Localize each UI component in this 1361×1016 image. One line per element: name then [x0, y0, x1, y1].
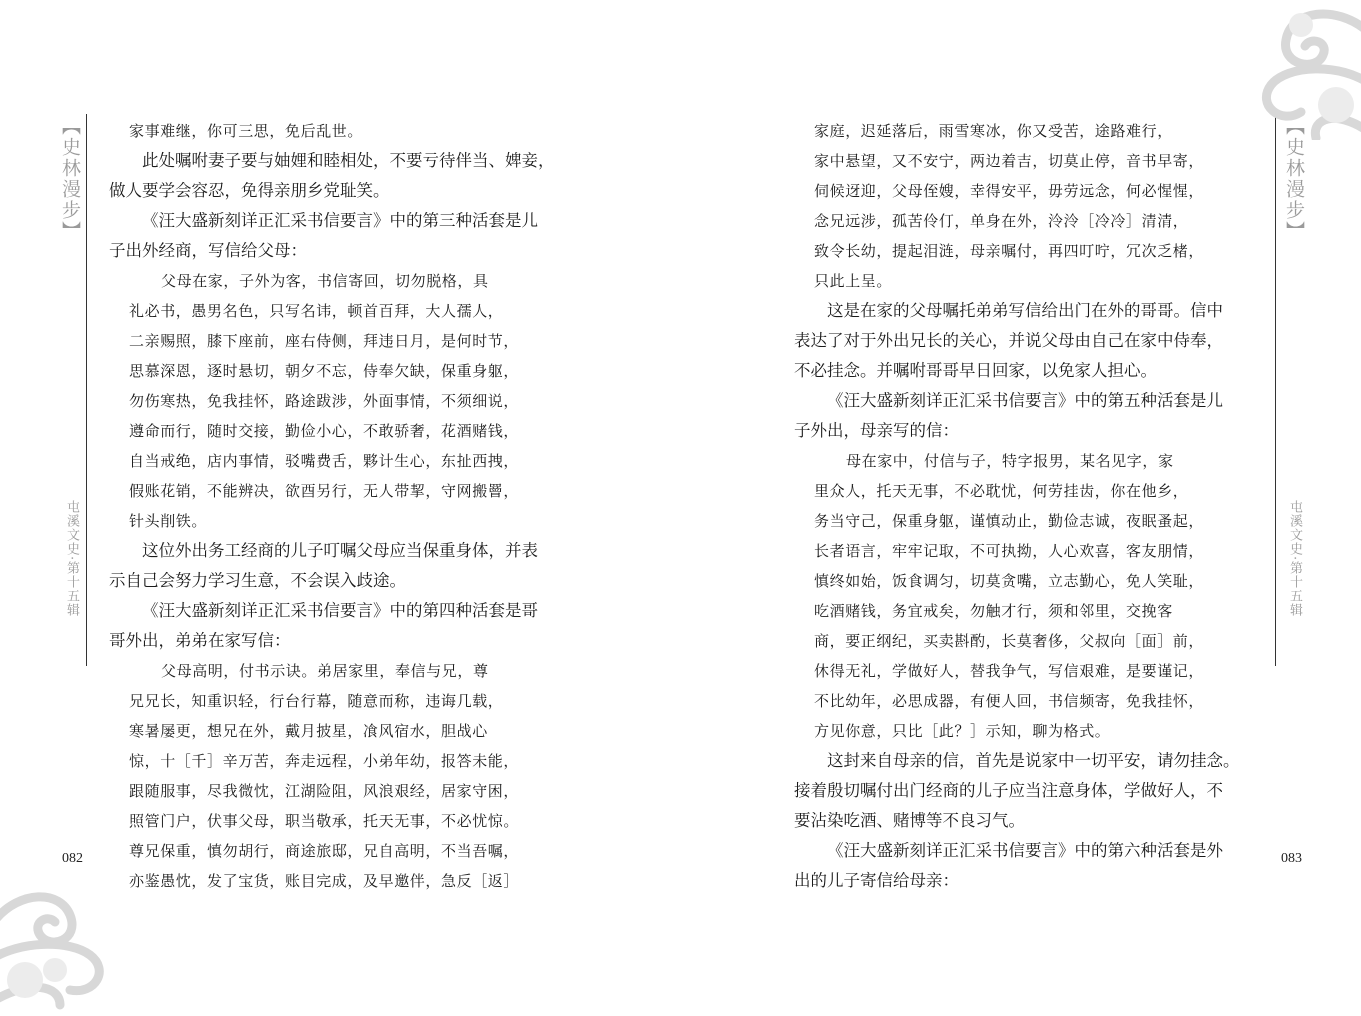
- letter-line: 务当守己，保重身躯，谨慎动止，勤俭志诚，夜眠蚤起，: [814, 512, 1205, 530]
- body-line: 子出外经商，写信给父母：: [109, 241, 307, 260]
- body-line: 《汪大盛新刻详正汇采书信要言》中的第五种活套是儿: [827, 391, 1223, 410]
- body-line: 《汪大盛新刻详正汇采书信要言》中的第六种活套是外: [827, 841, 1223, 860]
- letter-line: 假账花销，不能辨决，欲酉另行，无人带挈，守网搬罾，: [129, 482, 520, 500]
- cloud-ornament-right: [1241, 0, 1361, 140]
- letter-line: 长者语言，牢牢记取，不可执拗，人心欢喜，客友朋情，: [814, 542, 1205, 560]
- letter-line: 思慕深恩，逐时悬切，朝夕不忘，侍奉欠缺，保重身躯，: [129, 362, 520, 380]
- letter-line: 亦鉴愚忱，发了宝货，账目完成，及早邀伴，急反［返］: [129, 872, 520, 890]
- letter-line: 二亲赐照，膝下座前，座右侍侧，拜违日月，是何时节，: [129, 332, 520, 350]
- right-page: [680, 0, 1361, 1016]
- body-line: 示自己会努力学习生意，不会误入歧途。: [109, 571, 406, 590]
- series-title-left: 屯溪文史·第十五辑: [64, 500, 79, 618]
- body-line: 这位外出务工经商的儿子叮嘱父母应当保重身体，并表: [142, 541, 538, 560]
- body-line: 出的儿子寄信给母亲：: [794, 871, 959, 890]
- body-line: 接着殷切嘱付出门经商的儿子应当注意身体，学做好人，不: [794, 781, 1223, 800]
- letter-line: 父母在家，子外为客，书信寄回，切勿脱格，具: [161, 272, 489, 290]
- letter-line: 父母高明，付书示诀。弟居家里，奉信与兄，尊: [161, 662, 489, 680]
- letter-line: 尊兄保重，慎勿胡行，商途旅邸，兄自高明，不当吾嘱，: [129, 842, 520, 860]
- body-line: 子外出，母亲写的信：: [794, 421, 959, 440]
- letter-line: 休得无礼，学做好人，替我争气，写信艰难，是要谨记，: [814, 662, 1205, 680]
- column-title-right: 【史林漫步】: [1283, 116, 1305, 242]
- letter-line: 里众人，托天无事，不必耽忧，何劳挂齿，你在他乡，: [814, 482, 1189, 500]
- left-page-text: [109, 116, 555, 896]
- letter-line: 只此上呈。: [814, 272, 893, 290]
- body-line: 表达了对于外出兄长的关心，并说父母由自己在家中侍奉，: [794, 331, 1223, 350]
- letter-line: 吃酒赌钱，务宜戒矣，勿触才行，须和邻里，交挽客: [814, 602, 1173, 620]
- body-line: 这是在家的父母嘱托弟弟写信给出门在外的哥哥。信中: [827, 301, 1223, 320]
- letter-line: 家中悬望，又不安宁，两边着吉，切莫止停，音书早寄，: [814, 152, 1205, 170]
- body-line: 不必挂念。并嘱咐哥哥早日回家，以免家人担心。: [794, 361, 1157, 380]
- letter-line: 针头削铁。: [129, 512, 208, 530]
- letter-line: 自当戒绝，店内事情，驳嘴费舌，夥计生心，东扯西拽，: [129, 452, 520, 470]
- letter-line: 家事难继，你可三思，免后乱世。: [129, 122, 364, 140]
- letter-line: 方见你意，只比［此？］示知，聊为格式。: [814, 722, 1111, 740]
- column-title-left: 【史林漫步】: [59, 116, 81, 242]
- letter-line: 商，要正纲纪，买卖斟酌，长莫奢侈，父叔向［面］前，: [814, 632, 1205, 650]
- letter-line: 慎终如始，饭食调匀，切莫贪嘴，立志勤心，免人笑耻，: [814, 572, 1205, 590]
- letter-line: 家庭，迟延落后，雨雪寒冰，你又受苦，途路难行，: [814, 122, 1173, 140]
- body-line: 要沾染吃酒、赌博等不良习气。: [794, 811, 1025, 830]
- letter-line: 念兄远涉，孤苦伶仃，单身在外，泠泠［冷冷］清清，: [814, 212, 1189, 230]
- letter-line: 礼必书，愚男名色，只写名讳，顿首百拜，大人孺人，: [129, 302, 504, 320]
- body-line: 做人要学会容忍，免得亲朋乡党耻笑。: [109, 181, 390, 200]
- letter-line: 遵命而行，随时交接，勤俭小心，不敢骄奢，花酒赌钱，: [129, 422, 520, 440]
- right-page-text: [794, 116, 1240, 896]
- letter-line: 母在家中，付信与子，特字报男，某名见字，家: [846, 452, 1174, 470]
- letter-line: 惊，十［千］辛万苦，奔走远程，小弟年幼，报答未能，: [129, 752, 520, 770]
- body-line: 此处嘱咐妻子要与妯娌和睦相处，不要亏待伴当、婢妾，: [142, 151, 555, 170]
- body-line: 这封来自母亲的信，首先是说家中一切平安，请勿挂念。: [827, 751, 1240, 770]
- left-page: [0, 0, 680, 1016]
- margin-rule-right: [1275, 114, 1276, 666]
- page-number-right: 083: [1281, 851, 1302, 866]
- letter-line: 勿伤寒热，免我挂怀，路途跋涉，外面事情，不须细说，: [129, 392, 520, 410]
- letter-line: 不比幼年，必思成器，有便人回，书信频寄，免我挂怀，: [814, 692, 1205, 710]
- body-line: 《汪大盛新刻详正汇采书信要言》中的第三种活套是儿: [142, 211, 538, 230]
- body-line: 《汪大盛新刻详正汇采书信要言》中的第四种活套是哥: [142, 601, 538, 620]
- letter-line: 照管门户，伏事父母，职当敬承，托天无事，不必忧惊。: [129, 812, 520, 830]
- body-line: 哥外出，弟弟在家写信：: [109, 631, 291, 650]
- page-number-left: 082: [62, 851, 83, 866]
- margin-rule-left: [86, 114, 87, 666]
- letter-line: 兄兄长，知重识轻，行台行幕，随意而称，违诲几载，: [129, 692, 504, 710]
- series-title-right: 屯溪文史·第十五辑: [1287, 500, 1302, 618]
- letter-line: 致令长幼，提起泪涟，母亲嘱付，再四叮咛，冗次乏楮，: [814, 242, 1205, 260]
- letter-line: 伺候迓迎，父母侄嫂，幸得安平，毋劳远念，何必惺惺，: [814, 182, 1205, 200]
- letter-line: 跟随服事，尽我微忱，江湖险阻，风浪艰经，居家守困，: [129, 782, 520, 800]
- cloud-ornament-left: [0, 880, 120, 1016]
- letter-line: 寒暑屡更，想兄在外，戴月披星，飡风宿水，胆战心: [129, 722, 488, 740]
